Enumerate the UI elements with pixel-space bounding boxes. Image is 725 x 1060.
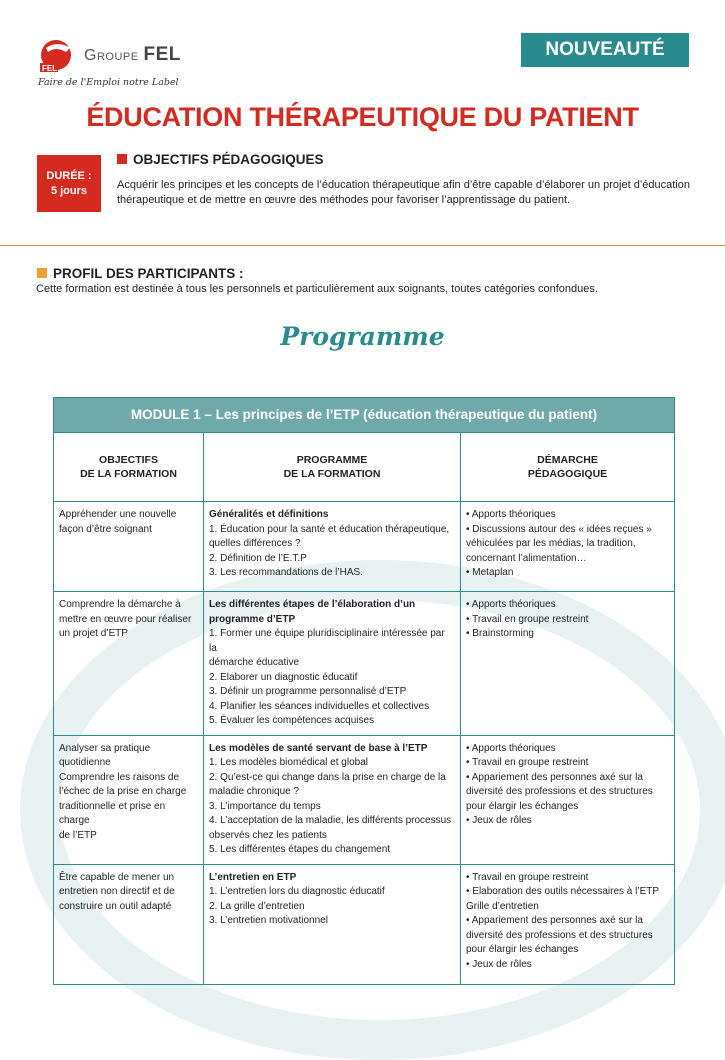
programme-title-line: L’entretien en ETP bbox=[209, 871, 297, 883]
table-row bbox=[54, 735, 675, 864]
profil-heading bbox=[37, 266, 244, 281]
programme-cell bbox=[204, 735, 461, 864]
profil-text: Cette formation est destinée à tous les personnels et particulièrement aux soignants, toutes catégories confondues. bbox=[36, 283, 598, 295]
programme-section-title bbox=[209, 598, 454, 627]
objectifs-heading bbox=[117, 152, 324, 167]
objective-line: l’échec de la prise en charge bbox=[59, 786, 187, 797]
module-title: MODULE 1 – Les principes de l’ETP (éducation thérapeutique du patient) bbox=[54, 398, 675, 433]
demarche-item: • Appariement des personnes axé sur la bbox=[466, 915, 643, 926]
programme-item: 1. Former une équipe pluridisciplinaire intéressée par la bbox=[209, 628, 445, 654]
col-header-programme bbox=[204, 433, 461, 502]
objective-line: construire un outil adapté bbox=[59, 900, 172, 912]
demarche-item: • Jeux de rôles bbox=[466, 815, 532, 826]
programme-item: 2. Elaborer un diagnostic éducatif bbox=[209, 671, 358, 683]
programme-item: 1. L’entretien lors du diagnostic éducatif bbox=[209, 886, 385, 897]
demarche-item: • Travail en groupe restreint bbox=[466, 757, 589, 768]
programme-cell bbox=[204, 502, 461, 592]
nouveaute-badge: NOUVEAUTÉ bbox=[521, 33, 689, 67]
demarche-item: véhiculées par les médias, la tradition, bbox=[466, 538, 636, 549]
objective-line: quotidienne bbox=[59, 757, 111, 768]
col-header-line: PÉDAGOGIQUE bbox=[527, 468, 608, 480]
programme-item: démarche éducative bbox=[209, 657, 300, 668]
demarche-item: • Metaplan bbox=[466, 567, 514, 578]
table-row bbox=[54, 864, 675, 984]
demarche-item: concernant l’alimentation… bbox=[466, 552, 587, 564]
programme-item: maladie chronique ? bbox=[209, 786, 300, 797]
programme-item: 4. Planifier les séances individuelles et collectives bbox=[209, 700, 430, 712]
demarche-item: • Discussions autour des « idées reçues » bbox=[466, 523, 652, 535]
demarche-item: pour élargir les échanges bbox=[466, 800, 579, 812]
programme-item: 2. Définition de l’E.T.P bbox=[209, 552, 307, 564]
programme-item: 3. Définir un programme personnalisé d’ETP bbox=[209, 686, 407, 697]
programme-title: Programme bbox=[280, 322, 445, 351]
demarche-item: diversité des professions et des structures bbox=[466, 929, 653, 941]
col-header-line: PROGRAMME bbox=[296, 454, 368, 466]
objective-cell bbox=[54, 502, 204, 592]
objective-line: un projet d’ETP bbox=[59, 628, 128, 639]
programme-item: 3. L’entretien motivationnel bbox=[209, 915, 328, 926]
programme-cell bbox=[204, 592, 461, 736]
fel-logo-icon bbox=[40, 38, 74, 72]
programme-section-title bbox=[209, 742, 454, 757]
programme-item: 3. Les recommandations de l’HAS. bbox=[209, 567, 363, 578]
demarche-item: • Appariement des personnes axé sur la bbox=[466, 771, 643, 783]
objective-line: façon d’être soignant bbox=[59, 523, 152, 535]
red-square-icon bbox=[117, 154, 127, 164]
objective-cell bbox=[54, 864, 204, 984]
demarche-cell bbox=[461, 864, 675, 984]
programme-item: 1. Les modèles biomédical et global bbox=[209, 757, 368, 768]
programme-item: 4. L’acceptation de la maladie, les différents processus bbox=[209, 815, 452, 826]
duree-box bbox=[37, 155, 101, 212]
programme-item: 5. Les différentes étapes du changement bbox=[209, 844, 391, 855]
section-divider bbox=[0, 245, 725, 246]
objective-line: Être capable de mener un bbox=[59, 871, 175, 883]
objective-line: Comprendre la démarche à bbox=[59, 599, 181, 610]
objective-line: de l’ETP bbox=[59, 829, 97, 841]
col-header-demarche bbox=[461, 433, 675, 502]
objectifs-heading-text: OBJECTIFS PÉDAGOGIQUES bbox=[133, 152, 324, 167]
objective-line: Comprendre les raisons de bbox=[59, 771, 180, 783]
programme-cell bbox=[204, 864, 461, 984]
programme-item: observés chez les patients bbox=[209, 829, 327, 841]
table-row bbox=[54, 592, 675, 736]
col-header-line: DE LA FORMATION bbox=[283, 468, 381, 480]
demarche-cell bbox=[461, 592, 675, 736]
col-header-line: OBJECTIFS bbox=[99, 454, 158, 466]
col-header-objectifs bbox=[54, 433, 204, 502]
programme-section-title bbox=[209, 508, 454, 523]
objective-line: entretien non directif et de bbox=[59, 886, 175, 897]
programme-item: 5. Évaluer les compétences acquises bbox=[209, 715, 375, 726]
programme-item: quelles différences ? bbox=[209, 538, 301, 549]
programme-title-line: programme d’ETP bbox=[209, 613, 296, 625]
programme-section-title bbox=[209, 871, 454, 886]
logo-word-small: Groupe bbox=[84, 47, 139, 64]
demarche-item: • Elaboration des outils nécessaires à l’ETP bbox=[466, 886, 660, 897]
demarche-cell bbox=[461, 735, 675, 864]
col-header-line: DÉMARCHE bbox=[537, 454, 598, 466]
demarche-item: • Apports théoriques bbox=[466, 599, 556, 610]
demarche-item: • Apports théoriques bbox=[466, 742, 556, 754]
demarche-item: • Apports théoriques bbox=[466, 509, 556, 520]
profil-heading-text: PROFIL DES PARTICIPANTS : bbox=[53, 266, 244, 281]
demarche-item: • Travail en groupe restreint bbox=[466, 871, 589, 883]
demarche-cell bbox=[461, 502, 675, 592]
objective-line: Appréhender une nouvelle bbox=[59, 509, 177, 520]
logo-wordmark bbox=[84, 44, 181, 66]
objective-cell bbox=[54, 592, 204, 736]
svg-text:FEL: FEL bbox=[42, 64, 58, 72]
table-row bbox=[54, 502, 675, 592]
programme-item: 3. L’importance du temps bbox=[209, 800, 321, 812]
col-header-line: DE LA FORMATION bbox=[80, 468, 177, 480]
demarche-item: • Brainstorming bbox=[466, 628, 534, 639]
objective-cell bbox=[54, 735, 204, 864]
programme-title-line: Les différentes étapes de l’élaboration d’un bbox=[209, 599, 416, 610]
module-table bbox=[53, 397, 675, 985]
objective-line: Analyser sa pratique bbox=[59, 742, 151, 754]
objective-line: traditionnelle et prise en charge bbox=[59, 800, 166, 826]
demarche-item: • Travail en groupe restreint bbox=[466, 613, 589, 625]
demarche-item: pour élargir les échanges bbox=[466, 944, 579, 955]
demarche-item: • Jeux de rôles bbox=[466, 958, 532, 970]
objective-line: mettre en œuvre pour réaliser bbox=[59, 613, 192, 625]
programme-title-line: Les modèles de santé servant de base à l’ETP bbox=[209, 742, 428, 754]
programme-title-line: Généralités et définitions bbox=[209, 509, 329, 520]
duree-value: 5 jours bbox=[50, 184, 88, 197]
logo-word-bold: FEL bbox=[143, 44, 181, 65]
demarche-item: diversité des professions et des structures bbox=[466, 786, 653, 797]
objectifs-text: Acquérir les principes et les concepts de l’éducation thérapeutique afin d’être capable d’élaborer un projet d’éducation thérapeutique et de mettre en œuvre des méthodes pour favoriser l’apprentissage du patient. bbox=[117, 179, 690, 206]
programme-item: 2. La grille d’entretien bbox=[209, 900, 305, 912]
tagline: Faire de l'Emploi notre Label bbox=[38, 77, 179, 88]
page-title: ÉDUCATION THÉRAPEUTIQUE DU PATIENT bbox=[86, 102, 639, 132]
demarche-item: Grille d’entretien bbox=[466, 900, 539, 912]
orange-square-icon bbox=[37, 268, 47, 278]
programme-item: 1. Éducation pour la santé et éducation thérapeutique, bbox=[209, 523, 450, 535]
programme-item: 2. Qu’est-ce qui change dans la prise en charge de la bbox=[209, 771, 446, 783]
duree-label: DURÉE : bbox=[46, 169, 92, 182]
